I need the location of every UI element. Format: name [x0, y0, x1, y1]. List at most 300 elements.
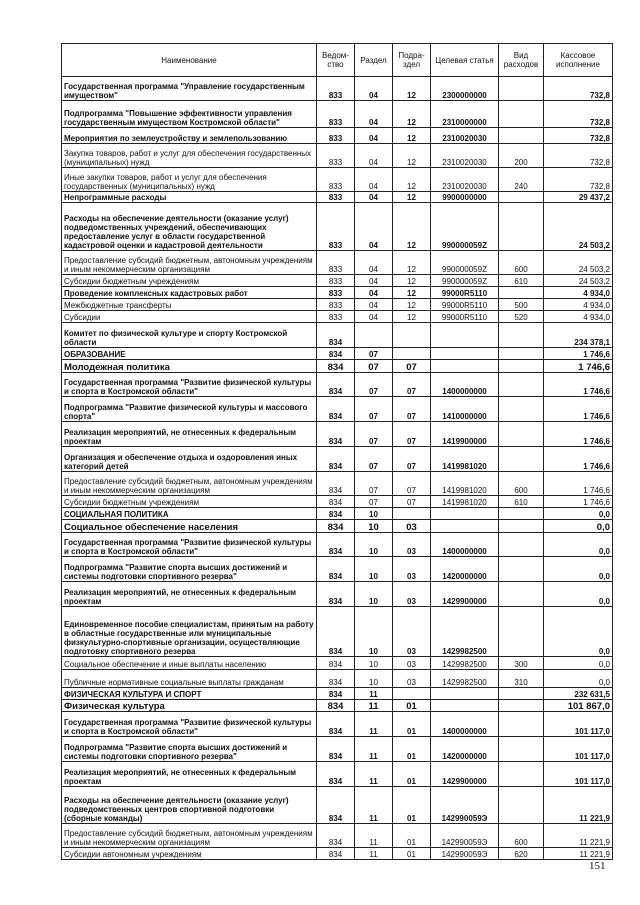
row-razdel: 10 — [355, 607, 393, 657]
row-vid — [499, 203, 544, 251]
row-razdel — [355, 323, 393, 348]
row-vid — [499, 101, 544, 128]
row-razdel: 11 — [355, 700, 393, 712]
row-vid — [499, 700, 544, 712]
row-celevaya: 1420000000 — [431, 557, 499, 582]
row-podrazdel: 12 — [393, 192, 431, 203]
row-name: Подпрограмма "Развитие спорта высших достижений и системы подготовки спортивного резерва" — [62, 557, 317, 582]
row-vedom: 834 — [317, 360, 355, 373]
table-row — [62, 762, 613, 787]
row-sum: 0,0 — [544, 607, 613, 657]
row-vedom: 834 — [317, 508, 355, 520]
row-name: Социальное обеспечение населения — [62, 520, 317, 533]
row-vid — [499, 192, 544, 203]
row-podrazdel: 07 — [393, 360, 431, 373]
row-sum: 0,0 — [544, 557, 613, 582]
row-sum: 24 503,2 — [544, 275, 613, 287]
row-sum: 24 503,2 — [544, 203, 613, 251]
row-vedom: 834 — [317, 422, 355, 447]
row-razdel: 07 — [355, 348, 393, 360]
row-sum: 24 503,2 — [544, 251, 613, 275]
row-sum: 4 934,0 — [544, 299, 613, 311]
row-celevaya: 1410000000 — [431, 397, 499, 422]
row-celevaya: 1419981020 — [431, 496, 499, 508]
table-row — [62, 311, 613, 323]
header-podrazdel: Подра-здел — [393, 44, 431, 77]
row-podrazdel — [393, 508, 431, 520]
row-podrazdel: 12 — [393, 311, 431, 323]
row-name: Государственная программа "Управление государственным имуществом" — [62, 77, 317, 101]
row-vid — [499, 287, 544, 299]
row-name: Единовременное пособие специалистам, принятым на работу в областные государственные или муниципальные физкультурно-спортивные организации, осуществляющие подготовку спортивного резерва — [62, 607, 317, 657]
row-podrazdel: 01 — [393, 787, 431, 824]
header-celevaya: Целевая статья — [431, 44, 499, 77]
row-celevaya: 2310020030 — [431, 168, 499, 192]
row-podrazdel: 12 — [393, 275, 431, 287]
row-podrazdel: 03 — [393, 582, 431, 607]
row-podrazdel: 07 — [393, 496, 431, 508]
row-name: Иные закупки товаров, работ и услуг для обеспечения государственных (муниципальных) нужд — [62, 168, 317, 192]
row-sum: 1 746,6 — [544, 472, 613, 496]
table-row — [62, 737, 613, 762]
row-razdel: 11 — [355, 848, 393, 860]
row-vid: 610 — [499, 275, 544, 287]
table-row — [62, 472, 613, 496]
row-name: Предоставление субсидий бюджетным, автономным учреждениям и иным некоммерческим организациям — [62, 251, 317, 275]
row-name: Социальное обеспечение и иные выплаты населению — [62, 657, 317, 670]
row-celevaya: 990000059Z — [431, 251, 499, 275]
row-sum: 0,0 — [544, 657, 613, 670]
row-sum: 29 437,2 — [544, 192, 613, 203]
row-sum: 0,0 — [544, 520, 613, 533]
row-vedom: 834 — [317, 582, 355, 607]
table-row — [62, 657, 613, 670]
row-name: Расходы на обеспечение деятельности (оказание услуг) подведомственных центров спортивной подготовки (сборные команды) — [62, 787, 317, 824]
row-vid — [499, 360, 544, 373]
row-razdel: 04 — [355, 275, 393, 287]
row-sum: 101 117,0 — [544, 712, 613, 737]
row-sum: 0,0 — [544, 533, 613, 557]
row-podrazdel: 01 — [393, 737, 431, 762]
table-row — [62, 128, 613, 144]
row-podrazdel: 03 — [393, 670, 431, 688]
row-celevaya: 2310020030 — [431, 144, 499, 168]
row-name: Реализация мероприятий, не отнесенных к федеральным проектам — [62, 422, 317, 447]
table-row — [62, 101, 613, 128]
row-celevaya — [431, 520, 499, 533]
row-celevaya: 99000R5110 — [431, 299, 499, 311]
table-row — [62, 557, 613, 582]
row-celevaya: 142990059Э — [431, 824, 499, 848]
row-vid — [499, 422, 544, 447]
table-row — [62, 520, 613, 533]
row-vedom: 833 — [317, 299, 355, 311]
row-name: ОБРАЗОВАНИЕ — [62, 348, 317, 360]
row-vid: 300 — [499, 657, 544, 670]
row-vedom: 834 — [317, 447, 355, 472]
row-razdel: 11 — [355, 762, 393, 787]
table-row — [62, 77, 613, 101]
row-vedom: 834 — [317, 700, 355, 712]
row-vedom: 834 — [317, 472, 355, 496]
row-podrazdel: 12 — [393, 287, 431, 299]
row-vedom: 834 — [317, 533, 355, 557]
row-vedom: 834 — [317, 520, 355, 533]
row-vedom: 834 — [317, 557, 355, 582]
row-sum: 732,8 — [544, 101, 613, 128]
row-name: Субсидии бюджетным учреждениям — [62, 496, 317, 508]
row-podrazdel: 07 — [393, 397, 431, 422]
row-podrazdel: 07 — [393, 373, 431, 397]
budget-table — [61, 43, 613, 860]
row-vedom: 833 — [317, 203, 355, 251]
row-sum: 1 746,6 — [544, 496, 613, 508]
table-row — [62, 582, 613, 607]
row-sum: 0,0 — [544, 670, 613, 688]
table-row — [62, 533, 613, 557]
row-sum: 0,0 — [544, 508, 613, 520]
row-celevaya — [431, 508, 499, 520]
row-vid — [499, 582, 544, 607]
row-razdel: 11 — [355, 787, 393, 824]
row-vedom: 833 — [317, 287, 355, 299]
row-sum: 732,8 — [544, 128, 613, 144]
row-podrazdel — [393, 323, 431, 348]
row-vid: 600 — [499, 472, 544, 496]
row-vedom: 833 — [317, 311, 355, 323]
row-vedom: 834 — [317, 848, 355, 860]
row-name: СОЦИАЛЬНАЯ ПОЛИТИКА — [62, 508, 317, 520]
table-row — [62, 712, 613, 737]
row-name: Молодежная политика — [62, 360, 317, 373]
row-name: ФИЗИЧЕСКАЯ КУЛЬТУРА И СПОРТ — [62, 688, 317, 700]
row-podrazdel: 03 — [393, 520, 431, 533]
row-vid — [499, 373, 544, 397]
row-celevaya: 9900000000 — [431, 192, 499, 203]
row-celevaya: 99000R5110 — [431, 311, 499, 323]
row-razdel: 04 — [355, 101, 393, 128]
table-row — [62, 348, 613, 360]
row-celevaya — [431, 323, 499, 348]
row-name: Межбюджетные трансферты — [62, 299, 317, 311]
row-vedom: 833 — [317, 275, 355, 287]
row-podrazdel: 07 — [393, 472, 431, 496]
row-celevaya: 142990059Э — [431, 848, 499, 860]
row-name: Закупка товаров, работ и услуг для обеспечения государственных (муниципальных) нужд — [62, 144, 317, 168]
row-sum: 0,0 — [544, 582, 613, 607]
row-razdel: 07 — [355, 360, 393, 373]
row-podrazdel: 01 — [393, 824, 431, 848]
row-celevaya — [431, 700, 499, 712]
row-sum: 101 117,0 — [544, 737, 613, 762]
row-sum: 1 746,6 — [544, 373, 613, 397]
header-row — [62, 44, 613, 77]
row-podrazdel: 01 — [393, 712, 431, 737]
table-row — [62, 360, 613, 373]
row-podrazdel: 03 — [393, 607, 431, 657]
table-row — [62, 192, 613, 203]
table-row — [62, 508, 613, 520]
row-vedom: 834 — [317, 607, 355, 657]
row-celevaya: 990000059Z — [431, 275, 499, 287]
row-vedom: 834 — [317, 824, 355, 848]
table-row — [62, 275, 613, 287]
row-razdel: 10 — [355, 533, 393, 557]
row-vid — [499, 787, 544, 824]
row-celevaya: 1429982500 — [431, 670, 499, 688]
table-row — [62, 824, 613, 848]
row-razdel: 10 — [355, 520, 393, 533]
row-name: Предоставление субсидий бюджетным, автономным учреждениям и иным некоммерческим организациям — [62, 824, 317, 848]
row-vedom: 834 — [317, 348, 355, 360]
row-vid — [499, 762, 544, 787]
row-podrazdel: 01 — [393, 700, 431, 712]
row-podrazdel: 07 — [393, 422, 431, 447]
row-vedom: 833 — [317, 101, 355, 128]
row-sum: 11 221,9 — [544, 848, 613, 860]
row-name: Мероприятия по землеустройству и землепользованию — [62, 128, 317, 144]
row-podrazdel: 01 — [393, 848, 431, 860]
page-number: 151 — [589, 860, 606, 872]
table-row — [62, 700, 613, 712]
row-vedom: 834 — [317, 373, 355, 397]
table-row — [62, 299, 613, 311]
row-name: Субсидии — [62, 311, 317, 323]
row-vid — [499, 128, 544, 144]
row-sum: 232 631,5 — [544, 688, 613, 700]
table-row — [62, 168, 613, 192]
row-razdel: 04 — [355, 299, 393, 311]
row-name: Непрограммные расходы — [62, 192, 317, 203]
row-name: Государственная программа "Развитие физической культуры и спорта в Костромской области" — [62, 533, 317, 557]
row-razdel: 07 — [355, 422, 393, 447]
row-razdel: 07 — [355, 472, 393, 496]
table-row — [62, 670, 613, 688]
row-razdel: 04 — [355, 192, 393, 203]
row-razdel: 07 — [355, 496, 393, 508]
row-vedom: 834 — [317, 670, 355, 688]
header-kassovoe: Кассовое исполнение — [544, 44, 613, 77]
row-vid — [499, 323, 544, 348]
row-vid — [499, 520, 544, 533]
row-celevaya: 99000R5110 — [431, 287, 499, 299]
row-sum: 1 746,6 — [544, 422, 613, 447]
table-row — [62, 287, 613, 299]
row-celevaya — [431, 348, 499, 360]
row-celevaya: 1400000000 — [431, 373, 499, 397]
row-razdel: 04 — [355, 128, 393, 144]
row-sum: 732,8 — [544, 144, 613, 168]
row-celevaya — [431, 688, 499, 700]
row-podrazdel: 01 — [393, 762, 431, 787]
row-podrazdel: 12 — [393, 144, 431, 168]
table-row — [62, 323, 613, 348]
row-podrazdel — [393, 688, 431, 700]
row-razdel: 10 — [355, 582, 393, 607]
row-vedom: 834 — [317, 496, 355, 508]
row-vedom: 834 — [317, 397, 355, 422]
row-name: Организация и обеспечение отдыха и оздоровления иных категорий детей — [62, 447, 317, 472]
row-podrazdel: 03 — [393, 533, 431, 557]
table-row — [62, 422, 613, 447]
row-vedom: 833 — [317, 144, 355, 168]
row-sum: 732,8 — [544, 77, 613, 101]
table-row — [62, 373, 613, 397]
row-vedom: 833 — [317, 251, 355, 275]
row-name: Комитет по физической культуре и спорту Костромской области — [62, 323, 317, 348]
table-row — [62, 848, 613, 860]
table-row — [62, 787, 613, 824]
row-razdel: 10 — [355, 657, 393, 670]
header-vid: Вид расходов — [499, 44, 544, 77]
row-celevaya: 1419981020 — [431, 472, 499, 496]
row-vedom: 834 — [317, 787, 355, 824]
row-podrazdel: 12 — [393, 203, 431, 251]
row-name: Расходы на обеспечение деятельности (оказание услуг) подведомственных учреждений, обеспечивающих предоставление услуг в области государственной кадастровой оценки и кадастровой деятельности — [62, 203, 317, 251]
header-vedom: Ведом-ство — [317, 44, 355, 77]
row-podrazdel: 03 — [393, 657, 431, 670]
row-vid — [499, 688, 544, 700]
row-razdel: 11 — [355, 688, 393, 700]
table-row — [62, 447, 613, 472]
row-name: Проведение комплексных кадастровых работ — [62, 287, 317, 299]
row-podrazdel: 12 — [393, 299, 431, 311]
row-vid — [499, 533, 544, 557]
row-sum: 234 378,1 — [544, 323, 613, 348]
row-name: Физическая культура — [62, 700, 317, 712]
row-sum: 1 746,6 — [544, 348, 613, 360]
row-vedom: 834 — [317, 657, 355, 670]
row-celevaya: 142990059Э — [431, 787, 499, 824]
row-razdel: 07 — [355, 447, 393, 472]
table-row — [62, 688, 613, 700]
header-razdel: Раздел — [355, 44, 393, 77]
table-row — [62, 251, 613, 275]
row-razdel: 04 — [355, 287, 393, 299]
row-sum: 1 746,6 — [544, 397, 613, 422]
row-razdel: 07 — [355, 373, 393, 397]
row-vid: 500 — [499, 299, 544, 311]
row-razdel: 11 — [355, 737, 393, 762]
table-row — [62, 607, 613, 657]
row-celevaya: 1429982500 — [431, 607, 499, 657]
row-sum: 11 221,9 — [544, 824, 613, 848]
row-razdel: 11 — [355, 824, 393, 848]
row-razdel: 04 — [355, 77, 393, 101]
row-vid: 200 — [499, 144, 544, 168]
row-celevaya — [431, 360, 499, 373]
row-vedom: 834 — [317, 688, 355, 700]
row-vid — [499, 348, 544, 360]
row-razdel: 04 — [355, 144, 393, 168]
row-celevaya: 990000059Z — [431, 203, 499, 251]
header-name: Наименование — [62, 44, 317, 77]
row-vid: 620 — [499, 848, 544, 860]
table-row — [62, 397, 613, 422]
row-vedom: 833 — [317, 192, 355, 203]
row-vid — [499, 508, 544, 520]
row-name: Государственная программа "Развитие физической культуры и спорта в Костромской области" — [62, 712, 317, 737]
row-podrazdel: 03 — [393, 557, 431, 582]
table-row — [62, 144, 613, 168]
row-vid — [499, 77, 544, 101]
row-razdel: 04 — [355, 251, 393, 275]
row-celevaya: 1429982500 — [431, 657, 499, 670]
row-podrazdel: 12 — [393, 168, 431, 192]
row-celevaya: 1429900000 — [431, 582, 499, 607]
row-podrazdel: 12 — [393, 251, 431, 275]
row-vid — [499, 737, 544, 762]
row-razdel: 04 — [355, 203, 393, 251]
row-razdel: 07 — [355, 397, 393, 422]
row-sum: 11 221,9 — [544, 787, 613, 824]
row-celevaya: 1400000000 — [431, 533, 499, 557]
row-celevaya: 1419981020 — [431, 447, 499, 472]
row-name: Реализация мероприятий, не отнесенных к федеральным проектам — [62, 582, 317, 607]
row-sum: 4 934,0 — [544, 311, 613, 323]
row-name: Субсидии бюджетным учреждениям — [62, 275, 317, 287]
row-vid: 600 — [499, 824, 544, 848]
row-vid: 600 — [499, 251, 544, 275]
row-sum: 101 867,0 — [544, 700, 613, 712]
row-vedom: 834 — [317, 323, 355, 348]
row-celevaya: 1419900000 — [431, 422, 499, 447]
row-vid — [499, 607, 544, 657]
row-sum: 4 934,0 — [544, 287, 613, 299]
row-celevaya: 1420000000 — [431, 737, 499, 762]
table-row — [62, 496, 613, 508]
row-vid — [499, 447, 544, 472]
row-razdel: 04 — [355, 311, 393, 323]
row-name: Реализация мероприятий, не отнесенных к федеральным проектам — [62, 762, 317, 787]
row-vid — [499, 557, 544, 582]
row-vedom: 834 — [317, 737, 355, 762]
row-name: Субсидии автономным учреждениям — [62, 848, 317, 860]
table-row — [62, 203, 613, 251]
row-name: Публичные нормативные социальные выплаты гражданам — [62, 670, 317, 688]
row-celevaya: 1429900000 — [431, 762, 499, 787]
row-podrazdel: 12 — [393, 101, 431, 128]
row-podrazdel: 07 — [393, 447, 431, 472]
row-name: Государственная программа "Развитие физической культуры и спорта в Костромской области" — [62, 373, 317, 397]
row-vedom: 833 — [317, 77, 355, 101]
row-celevaya: 1400000000 — [431, 712, 499, 737]
row-razdel: 10 — [355, 508, 393, 520]
row-sum: 1 746,6 — [544, 447, 613, 472]
row-sum: 1 746,6 — [544, 360, 613, 373]
row-vid — [499, 712, 544, 737]
row-celevaya: 2300000000 — [431, 77, 499, 101]
row-vedom: 834 — [317, 762, 355, 787]
row-vid: 310 — [499, 670, 544, 688]
row-vedom: 833 — [317, 128, 355, 144]
row-sum: 101 117,0 — [544, 762, 613, 787]
row-name: Предоставление субсидий бюджетным, автономным учреждениям и иным некоммерческим организациям — [62, 472, 317, 496]
row-vid: 520 — [499, 311, 544, 323]
row-sum: 732,8 — [544, 168, 613, 192]
row-razdel: 10 — [355, 670, 393, 688]
row-name: Подпрограмма "Повышение эффективности управления государственным имуществом Костромской области" — [62, 101, 317, 128]
row-celevaya: 2310000000 — [431, 101, 499, 128]
row-podrazdel: 12 — [393, 77, 431, 101]
row-razdel: 10 — [355, 557, 393, 582]
row-vid: 240 — [499, 168, 544, 192]
row-vid: 610 — [499, 496, 544, 508]
row-razdel: 11 — [355, 712, 393, 737]
row-vedom: 833 — [317, 168, 355, 192]
row-name: Подпрограмма "Развитие спорта высших достижений и системы подготовки спортивного резерва" — [62, 737, 317, 762]
row-name: Подпрограмма "Развитие физической культуры и массового спорта" — [62, 397, 317, 422]
